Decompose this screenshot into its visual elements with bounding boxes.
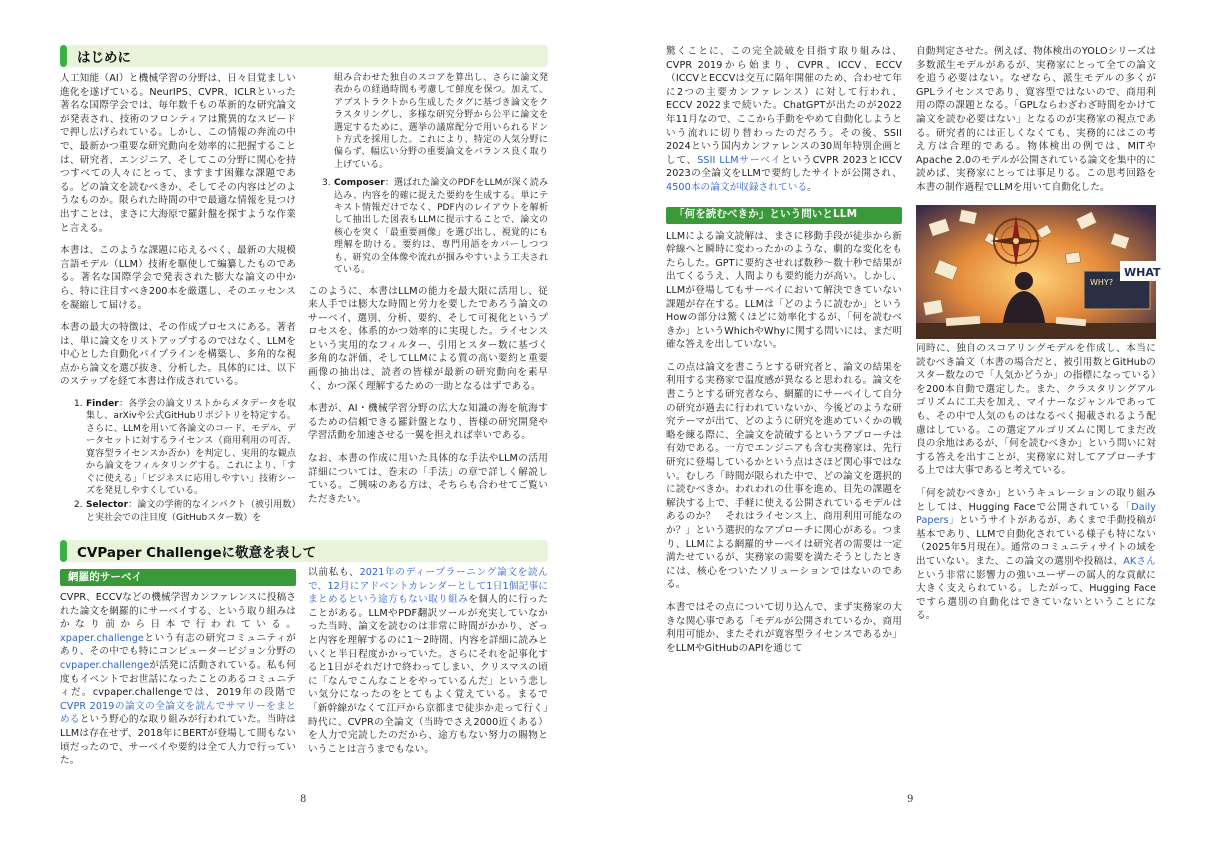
paragraph: 本書が、AI・機械学習分野の広大な知識の海を航海するための信頼できる羅針盤となり、皆様の研究開発や学習活動を加速させる一翼を担えれば幸いである。 (308, 403, 548, 442)
sign-text: WHAT (1124, 266, 1161, 279)
list-item (74, 499, 296, 524)
text-run: というサイトがあるが、あくまで手動投稿が基本であり、LLMで自動化されている様子も特にない（2025年5月現在）。通常のコミュニティサイトの域を出ていない。また、この論文の選別や投稿は、 (916, 515, 1156, 567)
researcher-illustration (916, 205, 1161, 339)
page-number: 9 (907, 794, 914, 805)
intro-column-a (60, 72, 296, 530)
step-term: Selector (86, 500, 129, 511)
section-title: CVPaper Challengeに敬意を表して (77, 545, 317, 561)
text-run: という非常に影響力の強いユーザーの属人的な貢献に大きく支えられている。したがって、Hugging Faceですら選別の自動化はできていないということになる。 (916, 569, 1156, 622)
advent-calendar-link[interactable]: 2021年のディープラーニング論文を読んで、12月にアドベントカレンダーとして1日1個記事にまとめるという途方もない取り組み (308, 567, 548, 606)
paragraph: 本書ではその点について切り込んで、まず実務家の大きな関心事である「モデルが公開されているか、商用利用可能か、またそれが寛容型ライセンスであるか」をLLMやGitHubのAPIを通じて (666, 601, 902, 654)
header-accent-bar (60, 540, 67, 562)
paragraph: 本書は、このような課題に応えるべく、最新の大規模言語モデル（LLM）技術を駆使して編纂したものである。著名な国際学会で発表された膨大な論文の中から、特に注目すべき200本を厳選し、そのエッセンスを凝縮して届ける。 (60, 245, 296, 311)
steps-list-continued (308, 72, 548, 277)
section-header-cvpaper (60, 540, 548, 562)
paragraph: なお、本書の作成に用いた具体的な手法やLLMの活用詳細については、巻末の「手法」の章で詳しく解説している。ご興味のある方は、そちらも合わせてご覧いただきたい。 (308, 453, 548, 505)
daily-papers-link[interactable]: 「Daily Papers」 (916, 501, 1156, 527)
paragraph (916, 487, 1156, 623)
paragraph: 人工知能（AI）と機械学習の分野は、日々目覚ましい進化を遂げている。NeurIPS、CVPR、ICLRといった著名な国際学会では、毎年数千もの革新的な研究論文が発表され、技術のフロンティアは驚異的なスピードで押し広げられている。しかし、この情報の奔流の中で、最新かつ重要な研究動向を効率的に把握することは、研究者、エンジニア、そしてこの分野に関心を持つすべての人々にとって、ますます困難な課題である。どの論文を読むべきか、そしてその内容はどのようなものか。限られた時間の中で最適な情報を見つけ出すことは、まさに大海原で羅針盤を探すような作業と言える。 (60, 73, 296, 234)
sign-board (1120, 261, 1161, 281)
step-text: ：論文の学術的なインパクト（被引用数）と実社会での注目度（GitHubスター数）を (86, 500, 296, 523)
subheading: 「何を読むべきか」という問いとLLM (666, 207, 902, 224)
list-number: 3. (322, 178, 331, 189)
steps-list (60, 398, 296, 524)
paragraph: 同時に、独自のスコアリングモデルを作成し、本当に読むべき論文（本書の場合だと、被引用数とGitHubのスター数なので「人気かどうか」の指標になっている）を200本自動で選定した。また、クラスタリングアルゴリズムに工夫を加え、マイナーなジャンルであっても、その中で人気のものはなるべく掲載されるよう配慮はしている。この選定アルゴリズムに関してまだ改良の余地はあるが、「何を読むべきか」という問いに対する答えを出すことが、実務家に対してアプローチする上では大事であると考えている。 (916, 343, 1156, 477)
ssii-llm-survey-link[interactable]: SSII LLMサーベイ (697, 154, 782, 166)
intro-column-b (308, 72, 548, 515)
cvpaper-column-b (308, 566, 548, 756)
step-text: ：選ばれた論文のPDFをLLMが深く読み込み、内容を的確に捉えた要約を生成する。単にテキスト情報だけでなく、PDF内のレイアウトを解析して抽出した図表もLLMに提示することで、論文の核心を突く「最重要画像」を選び出し、視覚的にも理解を助ける。要約は、専門用語をカバーしつつも、研究の全体像や流れが掴みやすいよう工夫されている。 (334, 178, 548, 276)
list-item (322, 177, 548, 276)
list-number: 2. (74, 500, 83, 511)
text-run: 驚くことに、この完全読破を目指す取り組みは、CVPR 2019から始まり、CVPR、ICCV、ECCV（ICCVとECCVは交互に隔年開催のため、合わせて年に2つの主要カンファレンス）に対して行われ、ECCV 2022まで続いた。ChatGPTが出たのが2022年11月なので、ここから手動をやめて自動化しようという流れに切り替わったのだろう。その後、SSII 2024という国内カンファレンスの30周年特別企画として、 (666, 46, 902, 166)
list-number: 1. (74, 399, 83, 410)
text-run: 「何を読むべきか」というキュレーションの取り組みとしては、Hugging Faceで公開されている (916, 487, 1156, 513)
list-item (334, 72, 548, 171)
step-term: Finder (86, 399, 119, 410)
xpaper-link[interactable]: xpaper.challenge (60, 632, 144, 644)
4500-papers-link[interactable]: 4500本の論文が収録されている (666, 181, 808, 193)
cvpaper-column-a (60, 569, 296, 768)
screen-text: WHY? (1090, 278, 1114, 287)
text-run: という有志の研究コミュニティがあり、その中でも特にコンピュータービジョン分野の (60, 632, 296, 658)
paragraph (60, 591, 296, 768)
right-column-b (916, 45, 1156, 204)
paragraph: 本書の最大の特徴は、その作成プロセスにある。著者は、単に論文をリストアップするのではなく、LLMを中心とした自動化パイプラインを構築し、多角的な視点から論文を選び抜き、分析した。具体的には、以下のステップを経て本書は作成されている。 (60, 322, 296, 388)
page-number: 8 (300, 794, 307, 805)
text-run: という野心的な取り組みが行われていた。当時はLLMは存在せず、2018年にBERTが登場して間もない頃だったので、サーベイや要約は全て人力で行っていた。 (60, 714, 297, 767)
text-run: が活発に活動されている。私も何度もイベントでお世話になったことのあるコミュニティだ。cvpaper.challengeでは、2019年の段階で (60, 659, 296, 699)
ak-user-link[interactable]: AKさん (1123, 555, 1156, 567)
section-header-intro (60, 45, 548, 67)
cvpaper-link[interactable]: cvpaper.challenge (60, 659, 150, 671)
step-term: Composer (334, 178, 385, 189)
right-page (607, 0, 1214, 852)
text-run: 。 (807, 181, 817, 193)
paragraph (666, 45, 902, 195)
right-column-b-lower (916, 342, 1156, 623)
paragraph: この点は論文を書こうとする研究者と、論文の結果を利用する実務家で温度感が異なると思われる。論文を書こうとする研究者なら、網羅的にサーベイして自分の研究が過去に行われていないか、今後どのような研究テーマが出て、どのように研究を進めていくかの戦略を練る際に、全論文を読破するというアプローチは有効である。一方でエンジニアも含む実務家は、先行研究に登場しているかという点はさほど関心事ではない。むしろ「時間が限られた中で、どの論文を選択的に読むべきか。われわれの仕事を進め、目先の課題を解決する上で、手軽に使える公開されているモデルはあるのか？ それはライセンス上、商用利用可能なのか？」という選択的なアプローチに関心がある。つまり、LLMによる網羅的サーベイは研究者の需要は一定満たせているが、実務家の需要を満たそうとしたときには、核心をついたソリューションではないのである。 (666, 361, 902, 591)
step-text: 組み合わせた独自のスコアを算出し、さらに論文発表からの経過時間も考慮して鮮度を保つ。加えて、アブストラクトから生成したタグに基づき論文をクラスタリングし、多様な研究分野から公平に論文を選定するために、選挙の議席配分で用いられるドント方式を採用した。これにより、特定の人気分野に偏らず、幅広い分野の重要論文をバランス良く取り上げている。 (334, 73, 548, 170)
paragraph: 自動判定させた。例えば、物体検出のYOLOシリーズは多数派生モデルがあるが、実務家にとって全ての論文を追う必要はない。なぜなら、派生モデルの多くがGPLライセンスであり、寛容型ではないので、商用利用の際の課題となる。「GPLならわざわざ時間をかけて論文を読む必要はない」となるのが実務家の視点である。研究者的には正しくなくても、実務的にはこの考え方は合理的である。物体検出の例では、MITやApache 2.0のモデルが公開されている論文を集中的に読めば、実務家にとっては事足りる。この思考回路を本書の制作過程でLLMを用いて自動化した。 (916, 46, 1156, 193)
text-run: CVPR、ECCVなどの機械学習カンファレンスに投稿された論文を網羅的にサーベイする、という取り組みはかなり前から日本で行われている。 (60, 592, 296, 631)
right-column-a (666, 45, 902, 655)
section-title: はじめに (77, 50, 131, 66)
text-run: というCVPR 2023とICCV 2023の全論文をLLMで要約したサイトが公開され、 (666, 154, 903, 180)
cvpr2019-summary-link[interactable]: CVPR 2019の論文の全論文を読んでサマリーをまとめる (60, 700, 296, 726)
step-text: ：各学会の論文リストからメタデータを収集し、arXivや公式GitHubリポジトリを特定する。さらに、LLMを用いて各論文のコード、モデル、データセットに対するライセンス（商用利用の可否、寛容型ライセンスか否か）を判定し、実用的な観点から論文をフィルタリングする。これにより、「すぐに使える」「ビジネスに応用しやすい」技術シーズを発見しやすくしている。 (86, 399, 296, 496)
paragraph (308, 566, 548, 756)
paragraph: LLMによる論文読解は、まさに移動手段が徒歩から新幹線へと瞬時に変わったかのような、劇的な変化をもたらした。GPTに要約させれば数秒〜数十秒で結果が出てくるうえ、人間よりも要約能力が高い。しかし、LLMが登場してもサーベイにおいて解決できていない課題が存在する。LLMは「どのように読むか」というHowの部分は驚くほどに効率化するが、「何を読むべきか」というWhichやWhyに関する問いには、まだ明確な答えを出していない。 (666, 230, 902, 351)
header-accent-bar (60, 45, 67, 67)
subheading: 網羅的サーベイ (60, 569, 296, 586)
text-run: を個人的に行ったことがある。LLMやPDF翻訳ツールが充実していなかった当時、論文を読むのは非常に時間がかかり、ざっと内容を理解するのに1〜2時間、内容を詳細に読みといくと半日程度かかっていた。さらにそれを記事化すると1日がそれだけで終わってしまい、クリスマスの頃に「なんでこんなことをやっているんだ」という悲しい気分になったのをとてもよく覚えている。まるで「新幹線がなくて江戸から京都まで徒歩か走って行く」時代に、CVPRの全論文（当時でさえ2000近くある）を人力で完読したのだから、途方もない努力の賜物ということは言うまでもない。 (308, 594, 548, 755)
list-item (74, 398, 296, 497)
paragraph: このように、本書はLLMの能力を最大限に活用し、従来人手では膨大な時間と労力を要したであろう論文のサーベイ、選別、分析、要約、そして可視化というプロセスを、体系的かつ効率的に実現した。ライセンスという実用的なフィルター、引用とスター数に基づく多角的な評価、そしてLLMによる質の高い要約と重要画像の抽出は、読者の皆様が最新の研究動向を素早く、かつ深く理解するための一助となるはずである。 (308, 285, 548, 392)
text-run: 以前私も、 (308, 567, 360, 578)
